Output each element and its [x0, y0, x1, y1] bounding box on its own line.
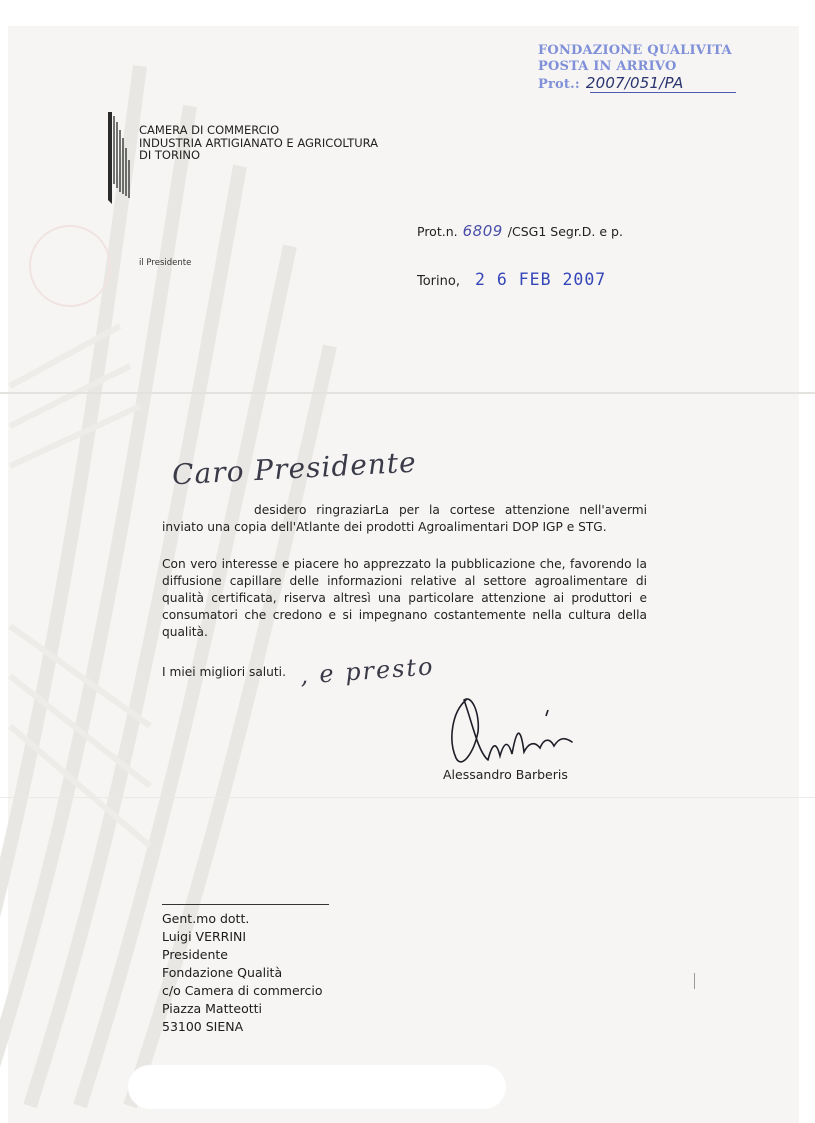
- address-line: 53100 SIENA: [162, 1019, 244, 1034]
- address-line: Luigi VERRINI: [162, 929, 247, 944]
- date-stamp: 2 6 FEB 2007: [475, 270, 607, 289]
- recipient-address: [162, 910, 323, 1036]
- address-line: c/o Camera di commercio: [162, 983, 323, 998]
- closing-text: I miei migliori saluti.: [162, 665, 286, 679]
- chamber-line-2: INDUSTRIA ARTIGIANATO E AGRICOLTURA: [139, 135, 379, 150]
- scan-right-margin: [799, 0, 815, 1123]
- address-line: Presidente: [162, 947, 228, 962]
- paragraph-2: Con vero interesse e piacere ho apprezzato la pubblicazione che, favorendo la diffusione capillare delle informazioni relative al settore agroalimentare di qualità certificata, riserva altresì una particolare attenzione ai produttori e consumatori che credono e si impegnano costantemente nella cultura della qualità.: [162, 557, 647, 639]
- protocol-number: 6809: [462, 222, 503, 240]
- paragraph-1-text: desidero ringraziarLa per la cortese attenzione nell'avermi inviato una copia dell'Atlante dei prodotti Agroalimentari DOP IGP e STG.: [162, 503, 647, 534]
- signer-name: Alessandro Barberis: [443, 767, 568, 782]
- chamber-line-1: CAMERA DI COMMERCIO: [139, 123, 280, 137]
- incoming-mail-stamp: [538, 43, 732, 93]
- paper-fold-line-lower: [0, 797, 815, 798]
- chamber-name: [139, 124, 378, 162]
- protocol-suffix: /CSG1 Segr.D. e p.: [507, 224, 623, 239]
- address-line: Fondazione Qualità: [162, 965, 283, 980]
- stamp-prot-label: Prot.:: [538, 77, 580, 92]
- handwritten-addition: , e presto: [299, 652, 436, 690]
- stamp-prot-value: 2007/051/PA: [585, 74, 684, 92]
- date-city: Torino,: [417, 274, 460, 289]
- stamp-protocol: [538, 75, 732, 93]
- chamber-logo: [108, 112, 132, 204]
- protocol-prefix: Prot.n.: [417, 224, 458, 239]
- scan-top-margin: [0, 0, 815, 26]
- scan-mark: [694, 973, 695, 989]
- chamber-line-3: DI TORINO: [139, 148, 201, 162]
- stamp-line-1: FONDAZIONE QUALIVITA: [538, 43, 732, 58]
- address-line: Gent.mo dott.: [162, 911, 250, 926]
- address-line: Piazza Matteotti: [162, 1001, 263, 1016]
- stamp-line-2: POSTA IN ARRIVO: [538, 59, 677, 74]
- handwritten-salutation: Caro Presidente: [171, 445, 418, 492]
- protocol-line: [417, 222, 623, 240]
- stamp-underline: [590, 92, 736, 93]
- paragraph-1: [162, 502, 647, 536]
- handwritten-signature: [444, 692, 584, 772]
- redaction-patch: [128, 1065, 506, 1109]
- address-rule: [162, 904, 329, 905]
- paper-fold-line: [0, 392, 815, 394]
- role-label: il Presidente: [139, 258, 192, 268]
